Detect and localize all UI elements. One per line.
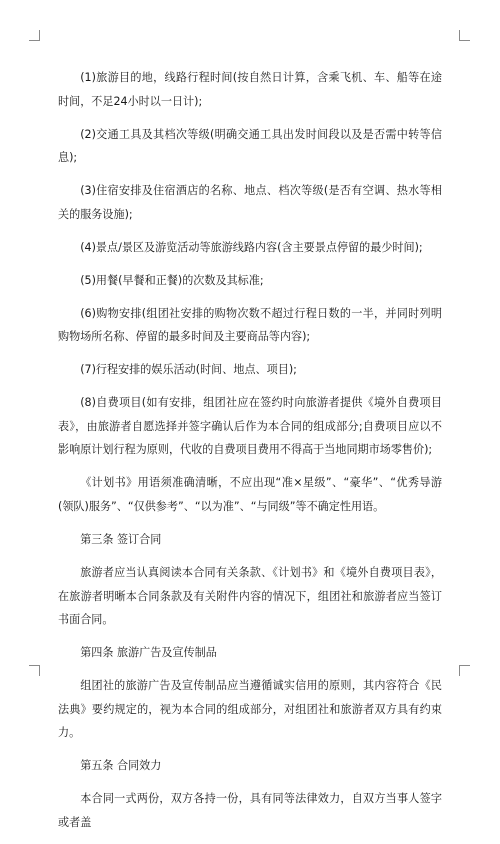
paragraph-transport: (2)交通工具及其档次等级(明确交通工具出发时间段以及是否需中转等信息); — [58, 127, 442, 165]
paragraph-shopping: (6)购物安排(组团社安排的购物次数不超过行程日数的一半，并同时列明购物场所名称、停留的最多时间及主要商品等内容); — [58, 306, 442, 344]
heading-article-3: 第三条 签订合同 — [80, 533, 162, 547]
crop-mark-bottom-right — [459, 665, 470, 676]
paragraph-plan-wording: 《计划书》用语须准确清晰，不应出现“准×星级”、“豪华”、“优秀导游(领队)服务”、“仅供参考”、“以为准”、“与同级”等不确定性用语。 — [58, 476, 442, 514]
paragraph-optional-items: (8)自费项目(如有安排，组团社应在签约时向旅游者提供《境外自费项目表》，由旅游者自愿选择并签字确认后作为本合同的组成部分;自费项目应以不影响原计划行程为原则，代收的自费项目费用不得高于当地同期市场零售价); — [58, 396, 442, 457]
crop-mark-bottom-left — [29, 665, 40, 676]
paragraph-advertising: 组团社的旅游广告及宣传制品应当遵循诚实信用的原则，其内容符合《民法典》要约规定的，视为本合同的组成部分，对组团社和旅游者双方具有约束力。 — [58, 679, 442, 740]
document-body — [58, 66, 442, 844]
paragraph-itinerary-destination: (1)旅游目的地，线路行程时间(按自然日计算，含乘飞机、车、船等在途时间，不足24小时以一日计); — [58, 71, 442, 108]
paragraph-accommodation: (3)住宿安排及住宿酒店的名称、地点、档次等级(是否有空调、热水等相关的服务设施); — [58, 184, 442, 221]
paragraph-entertainment: (7)行程安排的娱乐活动(时间、地点、项目); — [80, 363, 297, 377]
heading-article-5: 第五条 合同效力 — [80, 759, 162, 773]
paragraph-meals: (5)用餐(早餐和正餐)的次数及其标准; — [80, 273, 264, 287]
paragraph-contract-validity: 本合同一式两份，双方各持一份，具有同等法律效力，自双方当事人签字或者盖 — [58, 792, 442, 829]
paragraph-signing: 旅游者应当认真阅读本合同有关条款、《计划书》和《境外自费项目表》，在旅游者明晰本合同条款及有关附件内容的情况下，组团社和旅游者应当签订书面合同。 — [58, 566, 442, 627]
paragraph-attractions: (4)景点/景区及游览活动等旅游线路内容(含主要景点停留的最少时间); — [80, 240, 423, 254]
heading-article-4: 第四条 旅游广告及宣传制品 — [80, 646, 217, 660]
crop-mark-top-left — [29, 30, 40, 41]
crop-mark-top-right — [459, 30, 470, 41]
